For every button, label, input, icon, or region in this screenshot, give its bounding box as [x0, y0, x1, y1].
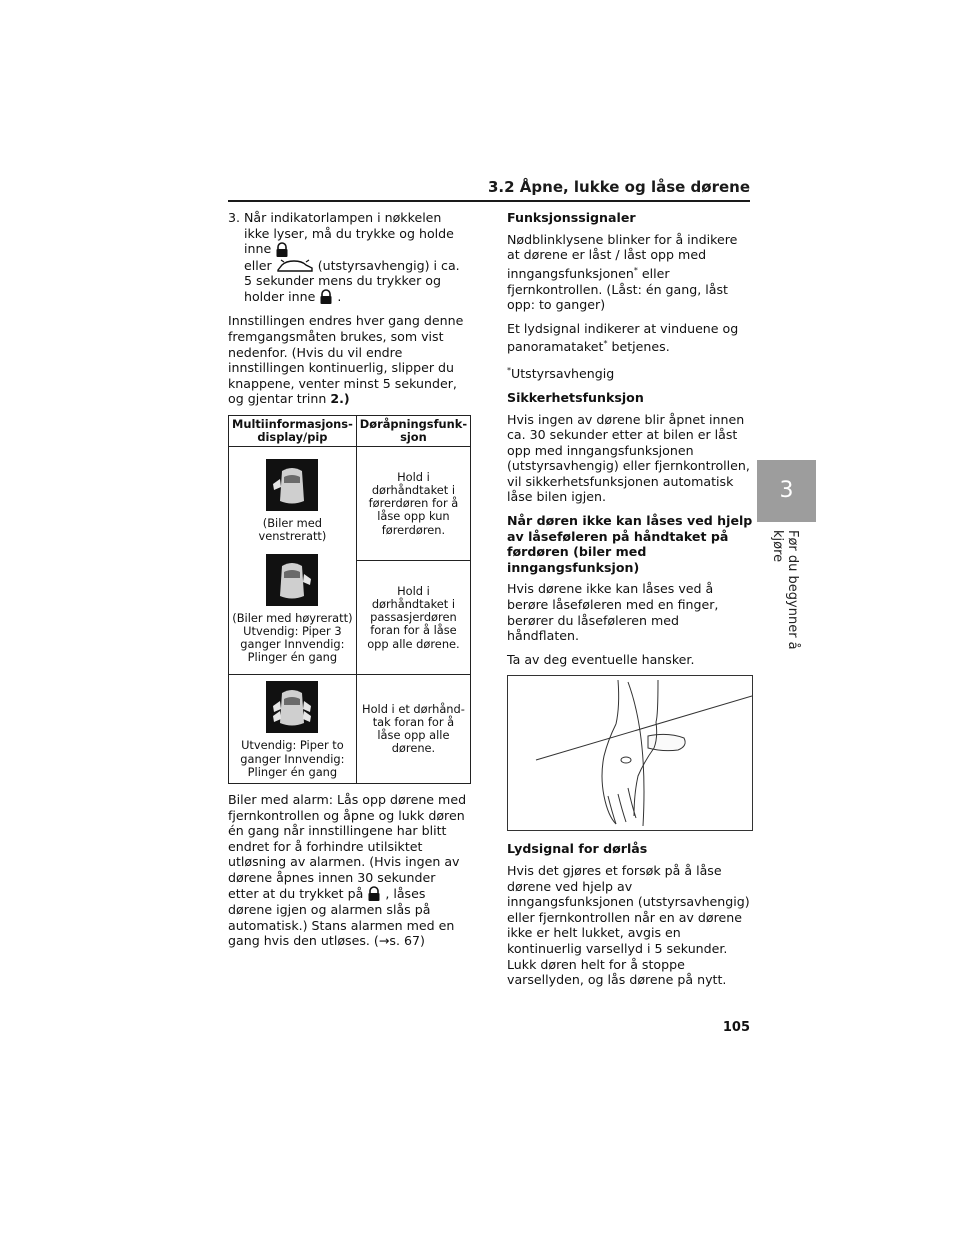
- display-caption-rhd: (Biler med høyreratt) Utvendig: Piper 3 ganger Innvendig: Plinger én gang: [232, 610, 353, 665]
- heading-security-function: Sikkerhetsfunksjon: [507, 389, 644, 405]
- display-caption-lhd: (Biler med venstreratt): [258, 516, 327, 544]
- step-number: 3.: [228, 210, 241, 225]
- step-3: [228, 210, 468, 305]
- heading-lock-sensor: Når døren ikke kan låses ved hjelp av låseføleren på håndtaket på førdøren (biler med inngangsfunksjon): [507, 513, 753, 575]
- settings-table: [228, 415, 471, 784]
- chapter-tab: 3: [757, 460, 816, 522]
- step-text: Når indikatorlampen i nøkkelen ikke lyser, må du trykke og holde inne eller (utstyrsavhengig) i ca. 5 sekunder mens du trykker og holder inne .: [244, 210, 460, 304]
- footnote: *Utstyrsavhengig: [507, 366, 615, 382]
- lock-icon: [367, 886, 381, 902]
- table-cell-display-all: [229, 675, 357, 784]
- table-cell-function-2: Hold i dørhåndtaket i passasjerdøren foran for å låse opp alle dørene.: [356, 561, 470, 675]
- table-cell-function-3: Hold i et dørhånd-tak foran for å låse opp alle dørene.: [356, 675, 470, 784]
- heading-function-signals: Funksjonssignaler: [507, 210, 636, 225]
- lock-icon: [319, 289, 333, 305]
- right-column: [507, 210, 753, 996]
- car-icon: [276, 259, 314, 273]
- chapter-tab-label: Før du begynner å kjøre: [770, 530, 800, 650]
- gloves-paragraph: Ta av deg eventuelle hansker.: [507, 651, 695, 667]
- lock-sensor-paragraph: Hvis dørene ikke kan låses ved å berøre låseføleren med en finger, berører du låseføleren med håndflaten.: [507, 581, 719, 644]
- section-header: 3.2 Åpne, lukke og låse dørene: [488, 178, 750, 196]
- header-rule: [228, 200, 750, 202]
- sound-paragraph: Et lydsignal indikerer at vinduene og panoramataket* betjenes.: [507, 320, 739, 355]
- car-display-passenger-door-icon: [266, 554, 318, 606]
- car-display-driver-door-icon: [266, 459, 318, 511]
- alarm-paragraph: Biler med alarm: Lås opp dørene med fjernkontrollen og åpne og lukk døren én gang når innstillingene har blitt endret for å forhindre utilsiktet utløsning av alarmen. (Hvis ingen av dørene åpnes innen 30 sekunder etter at du trykket på , låses dørene igjen og alarmen slås på automatisk.) Stans alarmen med en gang hvis den utløses. (→s. 67): [228, 791, 467, 949]
- door-lock-sound-paragraph: Hvis det gjøres et forsøk på å låse dørene ved hjelp av inngangsfunksjonen (utstyrsavhengig) eller fjernkontrollen når en av dørene ikke er helt lukket, avgis en kontinuerlig varsellyd i 5 sekunder. Lukk døren helt for å stoppe varsellyden, og lås dørene på nytt.: [507, 863, 750, 988]
- signals-paragraph: Nødblinklysene blinker for å indikere at dørene er låst / låst opp med inngangsfunksjonen* eller fjernkontrollen. (Låst: én gang, låst opp: to ganger): [507, 231, 738, 313]
- table-cell-function-1: Hold i dørhåndtaket i førerdøren for å låse opp kun førerdøren.: [356, 447, 470, 561]
- lock-icon: [275, 242, 289, 258]
- hand-on-door-handle-illustration: [507, 675, 753, 831]
- car-display-all-doors-icon: [266, 681, 318, 733]
- security-paragraph: Hvis ingen av dørene blir åpnet innen ca. 30 sekunder etter at bilen er låst opp med inngangsfunksjonen (utstyrsavhengig) eller fjernkontrollen, vil sikkerhetsfunksjonen automatisk låse bilen igjen.: [507, 411, 750, 505]
- table-header-display: Multiinformasjons-display/pip: [229, 415, 357, 446]
- heading-door-lock-sound: Lydsignal for dørlås: [507, 841, 648, 857]
- table-cell-display: [229, 447, 357, 675]
- left-column: [228, 210, 468, 957]
- table-header-function: Døråpningsfunk-sjon: [356, 415, 470, 446]
- page-number: 105: [722, 1020, 750, 1035]
- display-caption-all: Utvendig: Piper to ganger Innvendig: Plinger én gang: [240, 738, 345, 779]
- settings-paragraph: Innstillingen endres hver gang denne fremgangsmåten brukes, som vist nedenfor. (Hvis du vil endre innstillingen kontinuerlig, slipper du knappene, venter minst 5 sekunder, og gjentar trinn 2.): [228, 313, 464, 407]
